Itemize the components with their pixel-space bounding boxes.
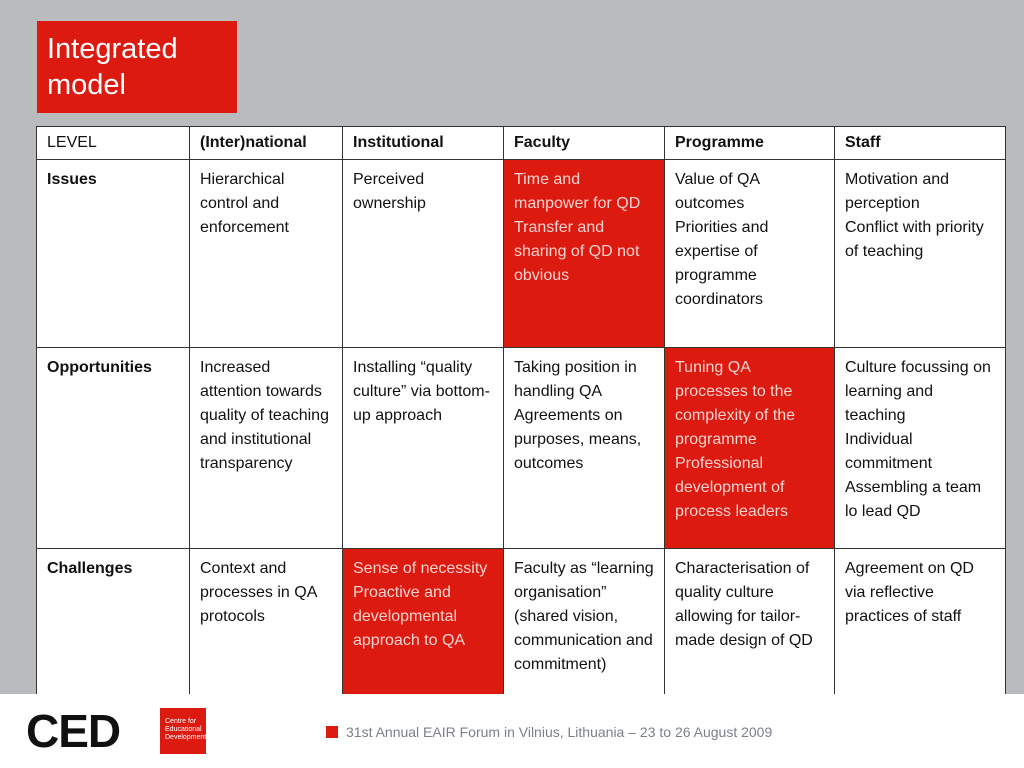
cell-challenges-staff: Agreement on QD via reflective practices of staff bbox=[835, 549, 1006, 727]
footer-event bbox=[326, 724, 772, 740]
cell-issues-international: Hierarchical control and enforcement bbox=[190, 160, 343, 348]
cell-challenges-international: Context and processes in QA protocols bbox=[190, 549, 343, 727]
header-faculty: Faculty bbox=[504, 127, 665, 160]
ced-logo bbox=[26, 705, 207, 757]
cell-challenges-programme: Characterisation of quality culture allowing for tailor-made design of QD bbox=[665, 549, 835, 727]
header-level: LEVEL bbox=[37, 127, 190, 160]
integrated-model-table bbox=[36, 126, 1006, 727]
row-label-issues: Issues bbox=[37, 160, 190, 348]
cell-opportunities-programme: Tuning QA processes to the complexity of the programme Professional development of process leaders bbox=[665, 348, 835, 549]
slide-title: Integrated model bbox=[37, 21, 237, 113]
header-institutional: Institutional bbox=[343, 127, 504, 160]
logo-subtext-box: Centre for Educational Development bbox=[160, 708, 206, 754]
header-programme: Programme bbox=[665, 127, 835, 160]
logo-wordmark: CED bbox=[26, 705, 121, 757]
footer bbox=[0, 694, 1024, 768]
cell-challenges-institutional: Sense of necessity Proactive and developmental approach to QA bbox=[343, 549, 504, 727]
cell-challenges-faculty: Faculty as “learning organisation” (shared vision, communication and commitment) bbox=[504, 549, 665, 727]
table-header-row bbox=[37, 127, 1006, 160]
cell-issues-faculty: Time and manpower for QD Transfer and sharing of QD not obvious bbox=[504, 160, 665, 348]
cell-issues-staff: Motivation and perception Conflict with priority of teaching bbox=[835, 160, 1006, 348]
cell-opportunities-institutional: Installing “quality culture” via bottom-up approach bbox=[343, 348, 504, 549]
header-international: (Inter)national bbox=[190, 127, 343, 160]
cell-issues-programme: Value of QA outcomes Priorities and expertise of programme coordinators bbox=[665, 160, 835, 348]
cell-issues-institutional: Perceived ownership bbox=[343, 160, 504, 348]
cell-opportunities-faculty: Taking position in handling QA Agreements on purposes, means, outcomes bbox=[504, 348, 665, 549]
cell-opportunities-staff: Culture focussing on learning and teaching Individual commitment Assembling a team lo lead QD bbox=[835, 348, 1006, 549]
row-label-opportunities: Opportunities bbox=[37, 348, 190, 549]
header-staff: Staff bbox=[835, 127, 1006, 160]
row-label-challenges: Challenges bbox=[37, 549, 190, 727]
red-square-icon bbox=[326, 726, 338, 738]
table-row-opportunities bbox=[37, 348, 1006, 549]
footer-event-text: 31st Annual EAIR Forum in Vilnius, Lithuania – 23 to 26 August 2009 bbox=[346, 724, 773, 740]
cell-opportunities-international: Increased attention towards quality of teaching and institutional transparency bbox=[190, 348, 343, 549]
table-row-issues bbox=[37, 160, 1006, 348]
